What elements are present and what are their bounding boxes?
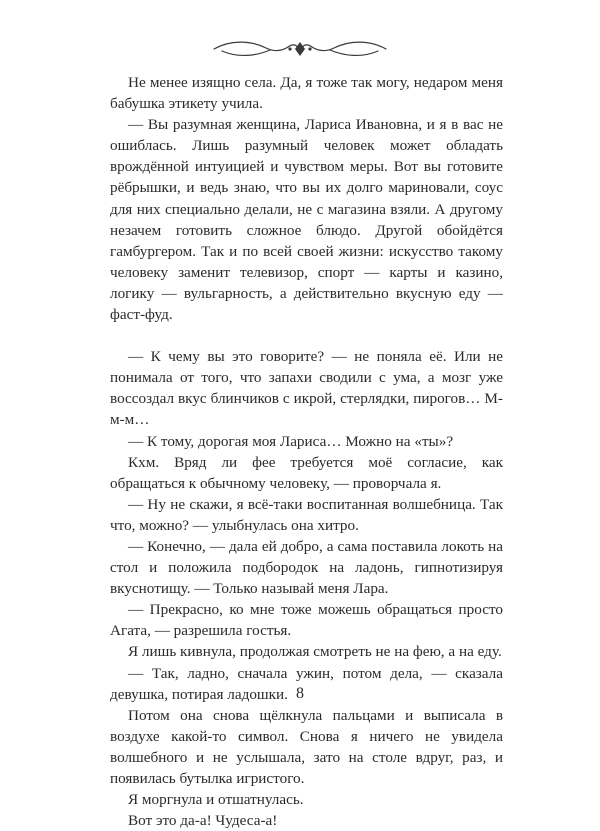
paragraph: Я лишь кивнула, продолжая смотреть не на фею, а на еду.	[128, 643, 502, 661]
page-number: 8	[296, 685, 304, 702]
paragraph: — Прекрасно, ко мне тоже можешь обращаться просто Агата, — разрешила гостья.	[110, 601, 503, 640]
paragraph: — Ну не скажи, я всё-таки воспитанная волшебница. Так что, можно? — улыбнулась она хитро.	[110, 495, 503, 534]
paragraph: Я моргнула и отшатнулась.	[128, 791, 304, 809]
paragraph: Потом она снова щёлкнула пальцами и выписала в воздухе какой-то символ. Снова я ничего не увидела волшебного и не услышала, зато на столе вдруг, раз, и появилась бутылка игристого.	[110, 706, 503, 787]
paragraph: — Вы разумная женщина, Лариса Ивановна, и я в вас не ошиблась. Лишь разумный человек может обладать врождённой интуицией и чувством меры. Вот вы готовите рёбрышки, и ведь знаю, что вы их долго мариновали, соус для них специально делали, не с магазина взяли. А другому незачем готовить сложное блюдо. Другой обойдётся гамбургером. Так и по всей своей жизни: искусство такому человеку заменит телевизор, спорт — карты и казино, логику — вульгарность, а действительно вкусную еду — фаст-фуд.	[110, 116, 503, 324]
paragraph: — Конечно, — дала ей добро, а сама поставила локоть на стол и положила подбородок на ладонь, гипнотизируя вкуснотищу. — Только называй меня Лара.	[110, 537, 503, 598]
paragraph: — К чему вы это говорите? — не поняла её. Или не понимала от того, что запахи сводили с ума, а мозг уже воссоздал вкус блинчиков с икрой, стерлядки, пирогов… М-м-м…	[110, 348, 503, 429]
paragraph: Кхм. Вряд ли фее требуется моё согласие, как обращаться к обычному человеку, — проворчала я.	[110, 453, 503, 492]
paragraph: Вот это да-а! Чудеса-а!	[128, 812, 278, 830]
paragraph: — К тому, дорогая моя Лариса… Можно на «ты»?	[128, 432, 454, 450]
body-text	[110, 72, 503, 831]
decorative-flourish-icon	[210, 36, 390, 62]
paragraph: Не менее изящно села. Да, я тоже так могу, недаром меня бабушка этикету учила.	[110, 74, 503, 113]
paragraph: — Так, ладно, сначала ужин, потом дела, — сказала девушка, потирая ладошки.	[110, 664, 503, 703]
section-break	[110, 325, 503, 346]
